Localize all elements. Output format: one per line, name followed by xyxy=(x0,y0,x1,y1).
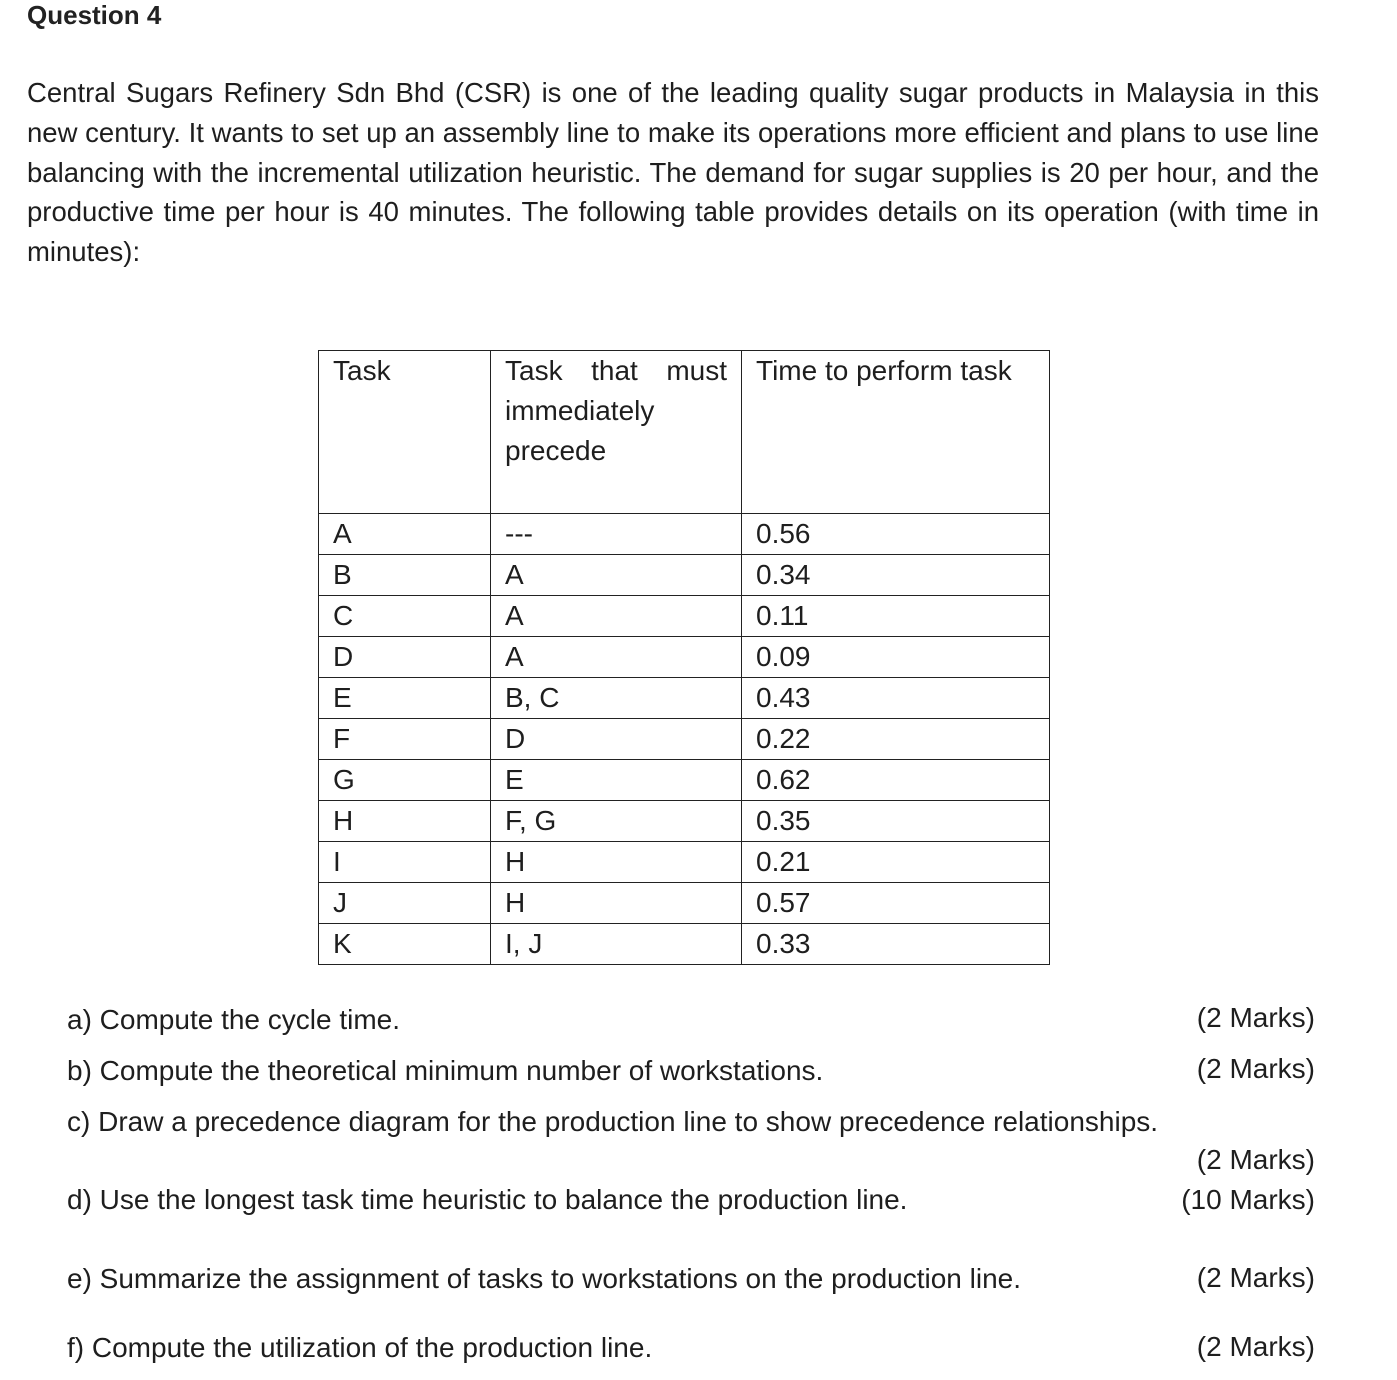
cell-precede: D xyxy=(491,719,742,760)
question-c: c) Draw a precedence diagram for the production line to show precedence relationships. xyxy=(67,1106,1159,1137)
question-f: f) Compute the utilization of the production line. xyxy=(67,1332,653,1363)
header-precede-line1: Task that must xyxy=(505,355,727,386)
question-e: e) Summarize the assignment of tasks to workstations on the production line. xyxy=(67,1263,1022,1294)
cell-time: 0.33 xyxy=(742,924,1050,965)
question-c-marks: (2 Marks) xyxy=(1196,1144,1315,1175)
question-a-marks: (2 Marks) xyxy=(1196,1002,1315,1033)
cell-precede: A xyxy=(491,596,742,637)
table-row xyxy=(319,596,1050,637)
cell-time: 0.11 xyxy=(742,596,1050,637)
table-row xyxy=(319,760,1050,801)
cell-time: 0.35 xyxy=(742,801,1050,842)
cell-precede: A xyxy=(491,555,742,596)
cell-precede: A xyxy=(491,637,742,678)
task-table xyxy=(318,350,1050,965)
table-row xyxy=(319,678,1050,719)
table-row xyxy=(319,637,1050,678)
cell-task: G xyxy=(319,760,491,801)
cell-time: 0.62 xyxy=(742,760,1050,801)
intro-paragraph: Central Sugars Refinery Sdn Bhd (CSR) is one of the leading quality sugar products in Malaysia in this new century. It wants to set up an assembly line to make its operations more efficient and plans to use line balancing with the incremental utilization heuristic. The demand for sugar supplies is 20 per hour, and the productive time per hour is 40 minutes. The following table provides details on its operation (with time in minutes): xyxy=(27,77,1319,268)
question-f-marks: (2 Marks) xyxy=(1196,1331,1315,1362)
header-task: Task xyxy=(319,351,491,514)
question-b: b) Compute the theoretical minimum number of workstations. xyxy=(67,1055,824,1086)
table-row xyxy=(319,514,1050,555)
question-a: a) Compute the cycle time. xyxy=(67,1004,401,1035)
cell-task: H xyxy=(319,801,491,842)
cell-precede: H xyxy=(491,842,742,883)
question-d: d) Use the longest task time heuristic to balance the production line. xyxy=(67,1184,908,1215)
cell-task: C xyxy=(319,596,491,637)
cell-time: 0.56 xyxy=(742,514,1050,555)
cell-task: D xyxy=(319,637,491,678)
cell-precede: E xyxy=(491,760,742,801)
cell-task: F xyxy=(319,719,491,760)
table-row xyxy=(319,801,1050,842)
table-row xyxy=(319,719,1050,760)
table-row xyxy=(319,555,1050,596)
cell-time: 0.22 xyxy=(742,719,1050,760)
question-d-marks: (10 Marks) xyxy=(1181,1184,1315,1215)
cell-time: 0.43 xyxy=(742,678,1050,719)
cell-time: 0.09 xyxy=(742,637,1050,678)
header-time: Time to perform task xyxy=(742,351,1050,514)
header-precede-line2: immediately xyxy=(505,395,655,426)
question-e-marks: (2 Marks) xyxy=(1196,1262,1315,1293)
cell-precede: H xyxy=(491,883,742,924)
cell-task: I xyxy=(319,842,491,883)
header-precede-line3: precede xyxy=(505,435,607,466)
cell-time: 0.21 xyxy=(742,842,1050,883)
cell-precede: F, G xyxy=(491,801,742,842)
question-b-marks: (2 Marks) xyxy=(1196,1053,1315,1084)
cell-task: J xyxy=(319,883,491,924)
cell-task: E xyxy=(319,678,491,719)
cell-precede: B, C xyxy=(491,678,742,719)
header-precede xyxy=(491,351,742,514)
cell-precede: I, J xyxy=(491,924,742,965)
table-row xyxy=(319,842,1050,883)
table-row xyxy=(319,924,1050,965)
cell-task: B xyxy=(319,555,491,596)
cell-time: 0.57 xyxy=(742,883,1050,924)
table-header-row xyxy=(319,351,1050,514)
table-row xyxy=(319,883,1050,924)
question-heading: Question 4 xyxy=(27,0,162,30)
cell-time: 0.34 xyxy=(742,555,1050,596)
cell-task: K xyxy=(319,924,491,965)
cell-precede: --- xyxy=(491,514,742,555)
cell-task: A xyxy=(319,514,491,555)
